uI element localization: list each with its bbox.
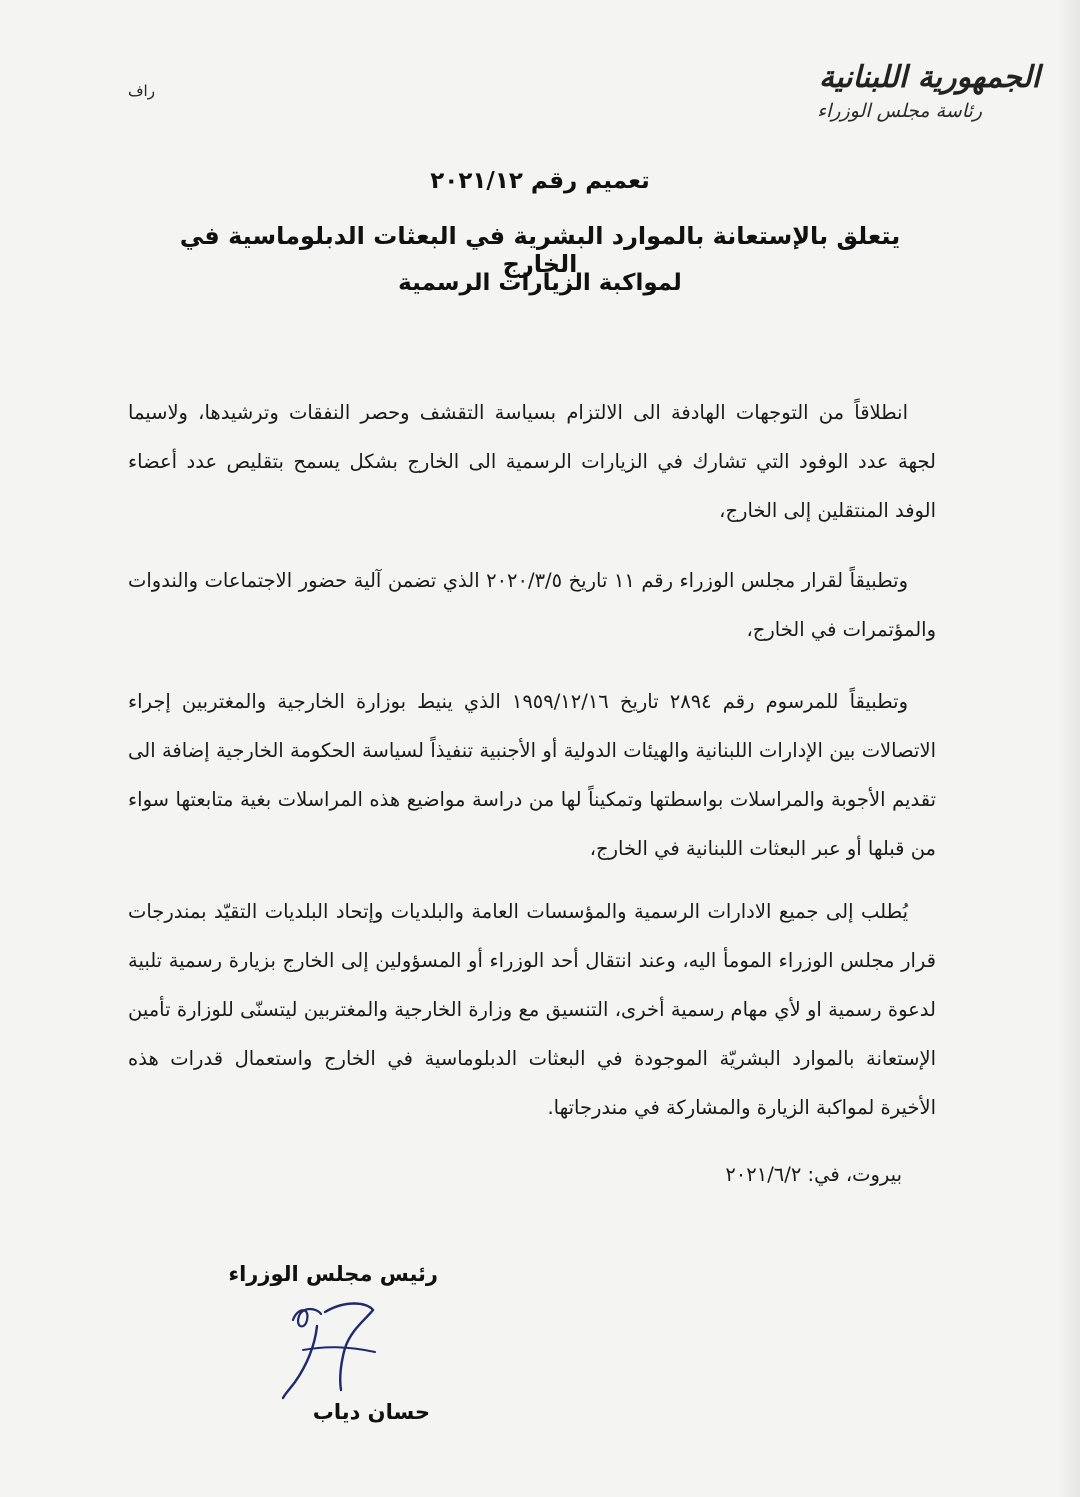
reference-mark: راف [128,82,155,100]
paragraph-text: يُطلب إلى جميع الادارات الرسمية والمؤسسات العامة والبلديات وإتحاد البلديات التقيّد بمندرجات قرار مجلس الوزراء المومأ اليه، وعند انتقال أحد الوزراء أو المسؤولين إلى الخارج بزيارة رسمية تلبية لدعوة رسمية او لأي مهام رسمية أخرى، التنسيق مع وزارة الخارجية والمغتربين ليتسنّى للوزارة تأمين الإستعانة بالموارد البشريّة الموجودة في البعثات الدبلوماسية في الخارج واستعمال قدرات هذه الأخيرة لمواكبة الزيارة والمشاركة في مندرجاتها. [128,900,936,1119]
letterhead [790,58,1040,148]
body-paragraph-2 [128,556,936,654]
paragraph-text: وتطبيقاً للمرسوم رقم ٢٨٩٤ تاريخ ١٩٥٩/١٢/١٦ الذي ينيط بوزارة الخارجية والمغتربين إجراء الاتصالات بين الإدارات اللبنانية والهيئات الدولية أو الأجنبية تنفيذاً لسياسة الحكومة الخارجية إضافة الى تقديم الأجوبة والمراسلات بواسطتها وتمكيناً لها من دراسة مواضيع هذه المراسلات بغية متابعتها سواء من قبلها أو عبر البعثات اللبنانية في الخارج، [128,690,936,860]
body-paragraph-3 [128,677,936,873]
letterhead-country: الجمهورية اللبنانية [818,60,1040,95]
circular-number: تعميم رقم ٢٠٢١/١٢ [430,168,650,194]
subject-line-2: لمواكبة الزيارات الرسمية [398,270,682,296]
letterhead-office: رئاسة مجلس الوزراء [817,100,982,122]
paragraph-text: انطلاقاً من التوجهات الهادفة الى الالتزام بسياسة التقشف وحصر النفقات وترشيدها، ولاسيما لجهة عدد الوفود التي تشارك في الزيارات الرسمية الى الخارج بشكل يسمح بتقليص عدد أعضاء الوفد المنتقلين إلى الخارج، [128,401,936,522]
signatory-name: حسان دياب [312,1400,430,1424]
paragraph-text: وتطبيقاً لقرار مجلس الوزراء رقم ١١ تاريخ ٢٠٢٠/٣/٥ الذي تضمن آلية حضور الاجتماعات والندوات والمؤتمرات في الخارج، [128,569,936,641]
subject-line-1: يتعلق بالإستعانة بالموارد البشرية في البعثات الدبلوماسية في الخارج [179,222,901,278]
page-edge-shadow [1058,0,1080,1497]
body-paragraph-4 [128,887,936,1132]
body-paragraph-1 [128,388,936,535]
date-line: بيروت، في: ٢٠٢١/٦/٢ [725,1163,902,1186]
signatory-title: رئيس مجلس الوزراء [228,1262,438,1286]
handwritten-signature [255,1290,405,1410]
